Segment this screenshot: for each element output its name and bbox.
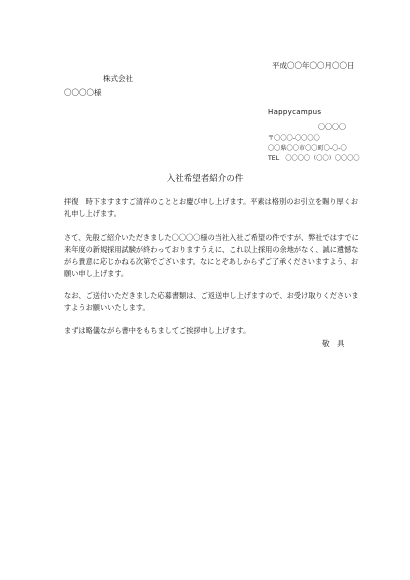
letter-paragraph-main: さて、先般ご紹介いただきました〇〇〇〇様の当社入社ご希望の件ですが、弊社ではすでに来年度の新規採用試験が終わっておりますうえに、これ以上採用の余地がなく、誠に遺憾ながら貴意に応じかねる次第でございます。なにとぞあしからずご了承くださいますよう、お願い申し上げます。 (64, 233, 359, 278)
letter-paragraph-closing: まずは略儀ながら書中をもちましてご挨拶申し上げます。 (64, 326, 251, 335)
letter-paragraph-greeting: 拝復 時下ますますご清祥のこととお慶び申し上げます。平素は格別のお引立を賜り厚くお礼申し上げます。 (64, 197, 359, 218)
letter-date: 平成〇〇年〇〇月〇〇日 (272, 61, 355, 70)
sender-postal-code: 〒〇〇〇-〇〇〇〇 (268, 135, 320, 142)
sender-tel: TEL 〇〇〇〇（〇〇）〇〇〇〇 (268, 155, 360, 162)
sender-company: Happycampus (268, 108, 322, 116)
letter-paragraph-documents: なお、ご送付いただきました応募書類は、ご返送申し上げますので、お受け取りくださいますようお願いいたします。 (64, 291, 359, 312)
recipient-company: 株式会社 (103, 74, 133, 83)
recipient-name: 〇〇〇〇様 (64, 88, 102, 97)
letter-closing: 敬 具 (322, 339, 345, 348)
letter-title: 入社希望者紹介の件 (166, 174, 244, 184)
sender-person: 〇〇〇〇 (318, 123, 346, 131)
sender-address: 〇〇県〇〇市〇〇町〇-〇-〇 (268, 145, 347, 152)
